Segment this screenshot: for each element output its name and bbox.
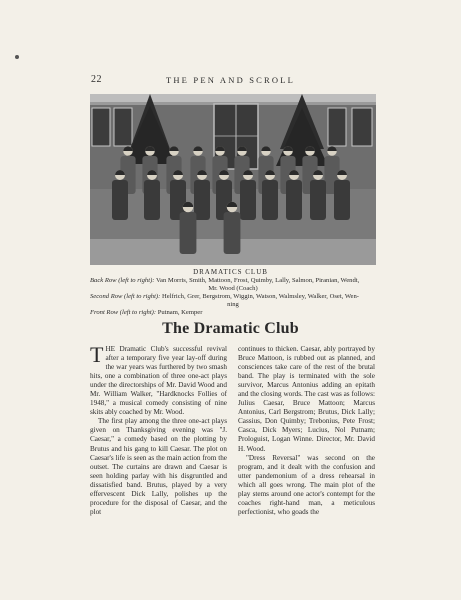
club-member-figure [144,180,160,220]
club-member-figure [112,180,128,220]
club-member-figure [310,180,326,220]
article-column-right [238,345,375,517]
article-paragraph: The first play among the three one-act plays given on Thanksgiving evening was "J. Caesar," a comedy based on the plotting by Brutus and his gang to kill Caesar. The plot on Caesar's life is seen as the main action from the outset. The curtains are drawn and Caesar is seen holding parlay with his disgruntled and dissatisfied band. Brutus, played by a very effervescent Dick Lally, polishes up the procedure for the disposal of Caesar, and the plot [90,417,227,516]
drop-cap: T [90,342,104,367]
caption-back-row-names-cont: Mr. Wood (Coach) [208,285,258,292]
photo-caption-title: DRAMATICS CLUB [193,268,268,276]
club-member-figure [224,212,241,254]
caption-back-row [90,277,376,293]
caption-back-row-names: Van Morris, Smith, Mattoon, Frost, Quimby, Lally, Salmon, Piranian, Wendt, [156,277,360,284]
club-member-figure [180,212,197,254]
caption-front-row [90,309,376,317]
article-paragraph: continues to thicken. Caesar, ably portrayed by Bruce Mattoon, is rubbed out as planned, and consciences take care of the rest of the brutal band. The play is terminated with the sole survivor, Marcus Antonius adding an epitath and the closing words. The cast was as follows: Julius Caesar, Bruce Mattoon; Marcus Antonius, Carl Bergstrom; Brutus, Dick Lally; Cassius, Don Quimby; Trebonius, Pete Frost; Casca, Dick Myers; Lucius, Nol Putnam; Prologuist, Logan Winne. Director, Mr. David H. Wood. [238,345,375,453]
club-member-figure [240,180,256,220]
club-group-photo [90,94,376,265]
club-member-figure [286,180,302,220]
margin-dot [15,55,19,59]
page-number: 22 [91,74,102,85]
article-paragraph [90,342,227,417]
club-member-figure [194,180,210,220]
article-title: The Dramatic Club [162,320,299,337]
caption-front-row-label: Front Row (left to right): [90,309,157,316]
article-paragraph-text: HE Dramatic Club's successful revival after a temporary five year lay-off during the war years was furthered by two smash hits, one a combination of three one-act plays under the directorships of Mr. David Wood and Mr. William Walker, "Hardknocks Follies of 1948," a musical comedy consisting of nine skits ably coached by Mr. Wood. [90,345,227,417]
article-paragraph: "Dress Reversal" was second on the program, and it dealt with the confusion and utter pandemonium of a dress rehearsal in which all goes wrong. The main plot of the play stems around one actor's contempt for the coaches right-hand man, a meticulous perfectionist, who goads the [238,453,375,516]
running-head: THE PEN AND SCROLL [165,75,296,85]
caption-back-row-label: Back Row (left to right): [90,277,155,284]
caption-second-row-label: Second Row (left to right): [90,293,161,300]
caption-front-row-names: Putnam, Kemper [157,309,203,316]
club-member-figure [334,180,350,220]
caption-second-row-names-cont: ning [227,301,239,308]
club-member-figure [262,180,278,220]
article-column-left [90,342,227,517]
caption-second-row [90,293,376,309]
caption-second-row-names: Helfrich, Grer, Bergstrom, Wiggin, Watson, Walmsley, Walker, Oset, Wen- [161,293,359,300]
